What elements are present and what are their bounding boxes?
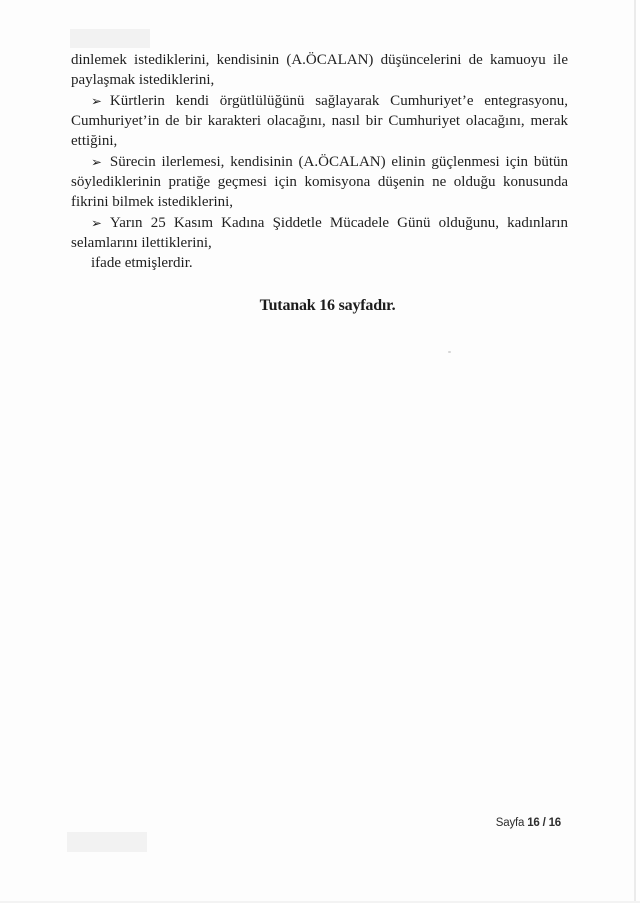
bullet-line (71, 213, 568, 233)
bullet-line (71, 91, 568, 111)
scan-speck-artifact (448, 351, 451, 353)
page-footer (496, 816, 561, 830)
page-number: 16 / 16 (527, 817, 561, 829)
body-line: dinlemek istediklerini, kendisinin (A.ÖCALAN) düşüncelerini de kamuoyu ile (71, 52, 568, 68)
document-text-block (71, 50, 568, 316)
redaction-box-top (70, 29, 150, 48)
body-line: fikrini bilmek istediklerini, (71, 194, 234, 211)
page-edge-strip (636, 0, 640, 903)
page-count-heading: Tutanak 16 sayfadır. (259, 296, 396, 314)
body-line: söylediklerinin pratiğe geçmesi için komisyona düşenin ne olduğu konusunda (71, 173, 568, 190)
arrow-bullet-icon: ➢ (91, 216, 102, 232)
body-line: selamlarını ilettiklerini, (71, 234, 212, 251)
body-line-text: Sürecin ilerlemesi, kendisinin (A.ÖCALAN) elinin güçlenmesi için bütün (109, 153, 568, 170)
body-line-text: Kürtlerin kendi örgütlülüğünü sağlayarak Cumhuriyet’e entegrasyonu, (109, 92, 568, 109)
bullet-line (71, 152, 568, 172)
body-line-text: Yarın 25 Kasım Kadına Şiddetle Mücadele Günü olduğunu, kadınların (109, 214, 568, 231)
footer-label: Sayfa (495, 817, 525, 829)
arrow-bullet-icon: ➢ (91, 155, 102, 171)
redaction-box-bottom (67, 832, 147, 852)
arrow-bullet-icon: ➢ (91, 94, 102, 110)
closing-line: ifade etmişlerdir. (91, 255, 193, 272)
body-line: ettiğini, (71, 133, 118, 150)
body-line: Cumhuriyet’in de bir karakteri olacağını, nasıl bir Cumhuriyet olacağını, merak (71, 112, 568, 129)
body-line: paylaşmak istediklerini, (71, 72, 215, 89)
